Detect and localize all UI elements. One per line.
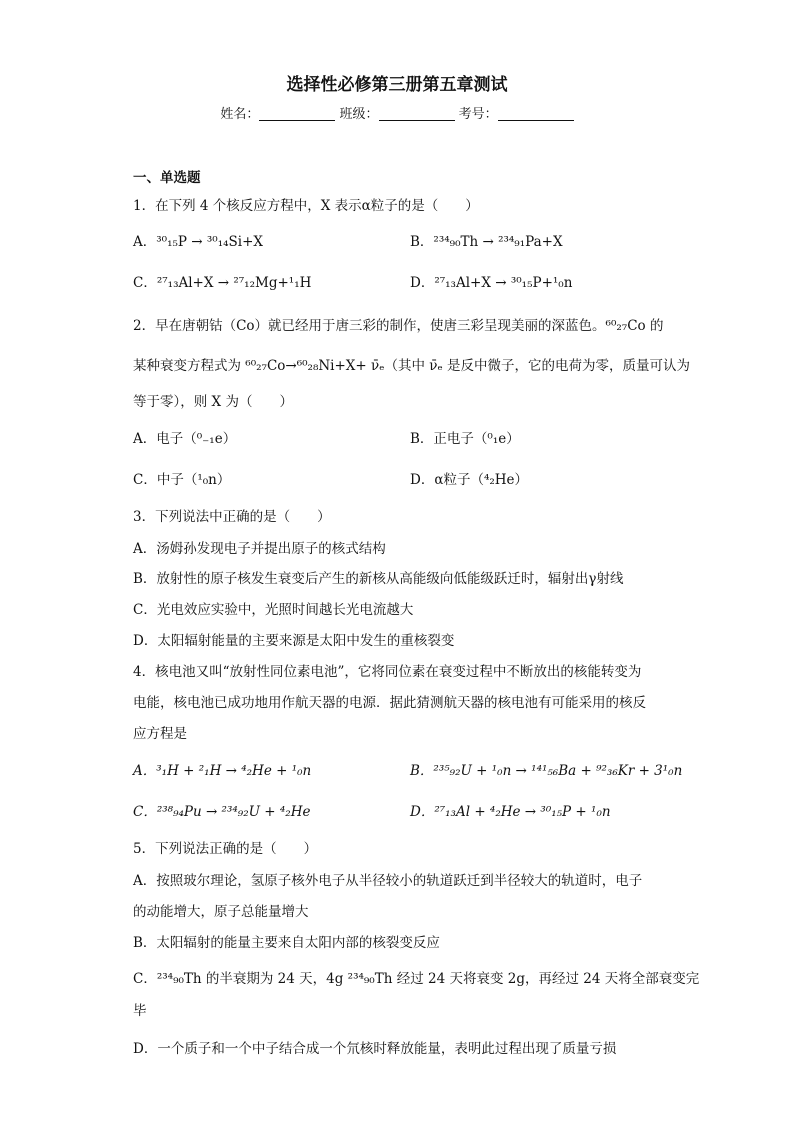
q4-option-a[interactable]: A．³₁H + ²₁H → ⁴₂He + ¹₀n <box>133 763 312 779</box>
q3-option-a[interactable]: A．汤姆孙发现电子并提出原子的核式结构 <box>133 541 386 557</box>
q4-stem-line1: 4．核电池又叫“放射性同位素电池”，它将同位素在衰变过程中不断放出的核能转变为 <box>133 664 642 680</box>
q5-option-a-line2: 的动能增大，原子总能量增大 <box>133 904 309 920</box>
q4-stem-line3: 应方程是 <box>133 726 187 742</box>
q4-option-d[interactable]: D．²⁷₁₃Al + ⁴₂He → ³⁰₁₅P + ¹₀n <box>410 804 611 820</box>
student-info <box>0 103 794 122</box>
q2-stem-line2: 某种衰变方程式为 ⁶⁰₂₇Co→⁶⁰₂₈Ni+X+ ν̄ₑ（其中 ν̄ₑ 是反中微子，它的电荷为零，质量可认为 <box>133 358 690 374</box>
q1-option-a[interactable]: A．³⁰₁₅P → ³⁰₁₄Si+X <box>133 234 264 250</box>
q1-stem: 1．在下列 4 个核反应方程中，X 表示α粒子的是（ ） <box>133 198 479 214</box>
q2-stem-line1: 2．早在唐朝钴（Co）就已经用于唐三彩的制作，使唐三彩呈现美丽的深蓝色。⁶⁰₂₇Co 的 <box>133 318 664 334</box>
q4-stem-line2: 电能，核电池已成功地用作航天器的电源．据此猜测航天器的核电池有可能采用的核反 <box>133 695 646 711</box>
q2-option-d[interactable]: D．α粒子（⁴₂He） <box>410 472 529 488</box>
q1-option-d[interactable]: D．²⁷₁₃Al+X → ³⁰₁₅P+¹₀n <box>410 275 573 291</box>
section-heading: 一、单选题 <box>133 170 201 186</box>
q1-option-b[interactable]: B．²³⁴₉₀Th → ²³⁴₉₁Pa+X <box>410 234 563 250</box>
class-label: 班级： <box>339 107 379 122</box>
number-blank[interactable] <box>498 108 574 121</box>
q2-stem-line3: 等于零），则 X 为（ ） <box>133 394 293 410</box>
q4-option-b[interactable]: B．²³⁵₉₂U + ¹₀n → ¹⁴¹₅₆Ba + ⁹²₃₆Kr + 3¹₀n <box>410 763 683 779</box>
q5-option-d[interactable]: D．一个质子和一个中子结合成一个氘核时释放能量，表明此过程出现了质量亏损 <box>133 1041 617 1057</box>
q5-option-c-line2: 毕 <box>133 1003 147 1019</box>
q2-option-c[interactable]: C．中子（¹₀n） <box>133 472 231 488</box>
q2-option-b[interactable]: B．正电子（⁰₁e） <box>410 431 520 447</box>
q1-option-c[interactable]: C．²⁷₁₃Al+X → ²⁷₁₂Mg+¹₁H <box>133 275 312 291</box>
name-blank[interactable] <box>259 108 335 121</box>
q2-option-a[interactable]: A．电子（⁰₋₁e） <box>133 431 237 447</box>
page-title: 选择性必修第三册第五章测试 <box>286 75 508 95</box>
q3-option-c[interactable]: C．光电效应实验中，光照时间越长光电流越大 <box>133 602 414 618</box>
q5-option-b[interactable]: B．太阳辐射的能量主要来自太阳内部的核裂变反应 <box>133 935 440 951</box>
class-blank[interactable] <box>379 108 455 121</box>
q5-option-a-line1[interactable]: A．按照玻尔理论，氢原子核外电子从半径较小的轨道跃迁到半径较大的轨道时，电子 <box>133 873 643 889</box>
q5-stem: 5．下列说法正确的是（ ） <box>133 841 318 857</box>
q3-option-b[interactable]: B．放射性的原子核发生衰变后产生的新核从高能级向低能级跃迁时，辐射出γ射线 <box>133 571 624 587</box>
q3-option-d[interactable]: D．太阳辐射能量的主要来源是太阳中发生的重核裂变 <box>133 633 455 649</box>
number-label: 考号： <box>458 107 498 122</box>
name-label: 姓名： <box>220 107 260 122</box>
q5-option-c-line1[interactable]: C．²³⁴₉₀Th 的半衰期为 24 天，4g ²³⁴₉₀Th 经过 24 天将衰变 2g，再经过 24 天将全部衰变完 <box>133 971 700 987</box>
q4-option-c[interactable]: C．²³⁸₉₄Pu → ²³⁴₉₂U + ⁴₂He <box>133 804 311 820</box>
q3-stem: 3．下列说法中正确的是（ ） <box>133 509 331 525</box>
